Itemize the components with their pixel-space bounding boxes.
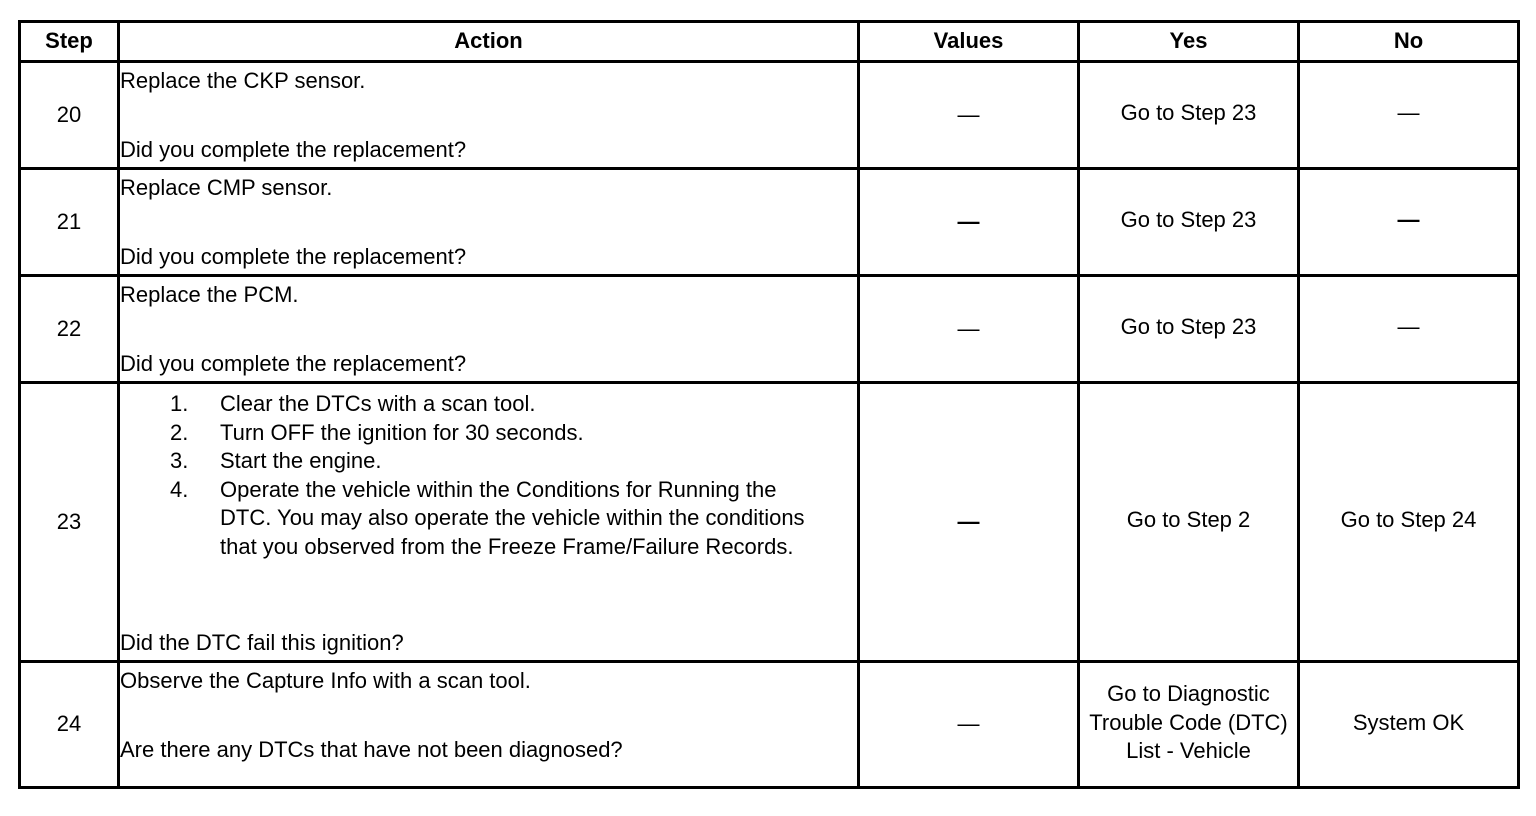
step-number: 22: [20, 276, 119, 383]
table-row-step-23: [20, 383, 1519, 662]
yes-cell: [1079, 383, 1299, 662]
no-result: —: [1397, 207, 1420, 233]
yes-result: Go to Step 23: [1120, 314, 1257, 340]
yes-result: Go to Step 2: [1126, 507, 1251, 533]
header-action: Action: [119, 22, 859, 62]
no-result: —: [1397, 100, 1420, 126]
values-cell: —: [859, 276, 1079, 383]
list-item-text: Start the engine.: [220, 448, 382, 473]
list-item-text: Turn OFF the ignition for 30 seconds.: [220, 419, 584, 445]
action-cell: [119, 276, 859, 383]
diagnostic-table: [18, 20, 1520, 789]
action-instruction: Replace CMP sensor.: [120, 175, 333, 200]
table-row-step-21: [20, 169, 1519, 276]
list-item: [170, 447, 857, 476]
no-cell: [1299, 62, 1519, 169]
yes-cell: [1079, 169, 1299, 276]
list-item: [170, 419, 857, 448]
action-cell: [119, 62, 859, 169]
action-step-list: [120, 390, 857, 561]
table-row-step-22: [20, 276, 1519, 383]
values-cell: —: [859, 383, 1079, 662]
values-cell: —: [859, 169, 1079, 276]
action-instruction: Observe the Capture Info with a scan tool.: [120, 668, 531, 693]
list-item-number: 4.: [170, 476, 189, 502]
header-values: Values: [859, 22, 1079, 62]
no-cell: [1299, 169, 1519, 276]
yes-result: Go to Step 23: [1120, 207, 1257, 233]
step-number: 20: [20, 62, 119, 169]
action-instruction: Replace the PCM.: [120, 282, 299, 307]
table-row-step-20: [20, 62, 1519, 169]
list-item-number: 1.: [170, 391, 189, 416]
step-number: 23: [20, 383, 119, 662]
no-result: System OK: [1352, 709, 1465, 735]
action-cell: [119, 169, 859, 276]
no-result: —: [1397, 314, 1420, 340]
yes-result: Go to Step 23: [1120, 100, 1257, 126]
list-item: [170, 476, 857, 562]
action-question: Are there any DTCs that have not been diagnosed?: [120, 736, 623, 762]
values-cell: —: [859, 62, 1079, 169]
step-number: 24: [20, 662, 119, 788]
action-instruction: Replace the CKP sensor.: [120, 68, 366, 93]
list-item-text: Operate the vehicle within the Conditions for Running the DTC. You may also operate the vehicle within the conditions that you observed from the Freeze Frame/Failure Records.: [220, 476, 805, 559]
header-no: No: [1299, 22, 1519, 62]
no-cell: [1299, 276, 1519, 383]
header-row: [20, 22, 1519, 62]
header-step: Step: [20, 22, 119, 62]
yes-cell: [1079, 276, 1299, 383]
list-item-number: 3.: [170, 448, 189, 473]
yes-cell: [1079, 62, 1299, 169]
no-result: Go to Step 24: [1340, 507, 1477, 533]
values-cell: —: [859, 662, 1079, 788]
step-number: 21: [20, 169, 119, 276]
action-question: Did the DTC fail this ignition?: [120, 629, 404, 655]
yes-cell: [1079, 662, 1299, 788]
action-question: Did you complete the replacement?: [120, 350, 467, 376]
table-row-step-24: [20, 662, 1519, 788]
list-item-number: 2.: [170, 419, 189, 445]
header-yes: Yes: [1079, 22, 1299, 62]
list-item-text: Clear the DTCs with a scan tool.: [220, 391, 536, 416]
no-cell: [1299, 662, 1519, 788]
action-question: Did you complete the replacement?: [120, 243, 467, 269]
no-cell: [1299, 383, 1519, 662]
action-cell: [119, 662, 859, 788]
yes-result: Go to Diagnostic Trouble Code (DTC) List - Vehicle: [1089, 681, 1288, 764]
action-cell: [119, 383, 859, 662]
action-question: Did you complete the replacement?: [120, 136, 467, 162]
list-item: [170, 390, 857, 419]
